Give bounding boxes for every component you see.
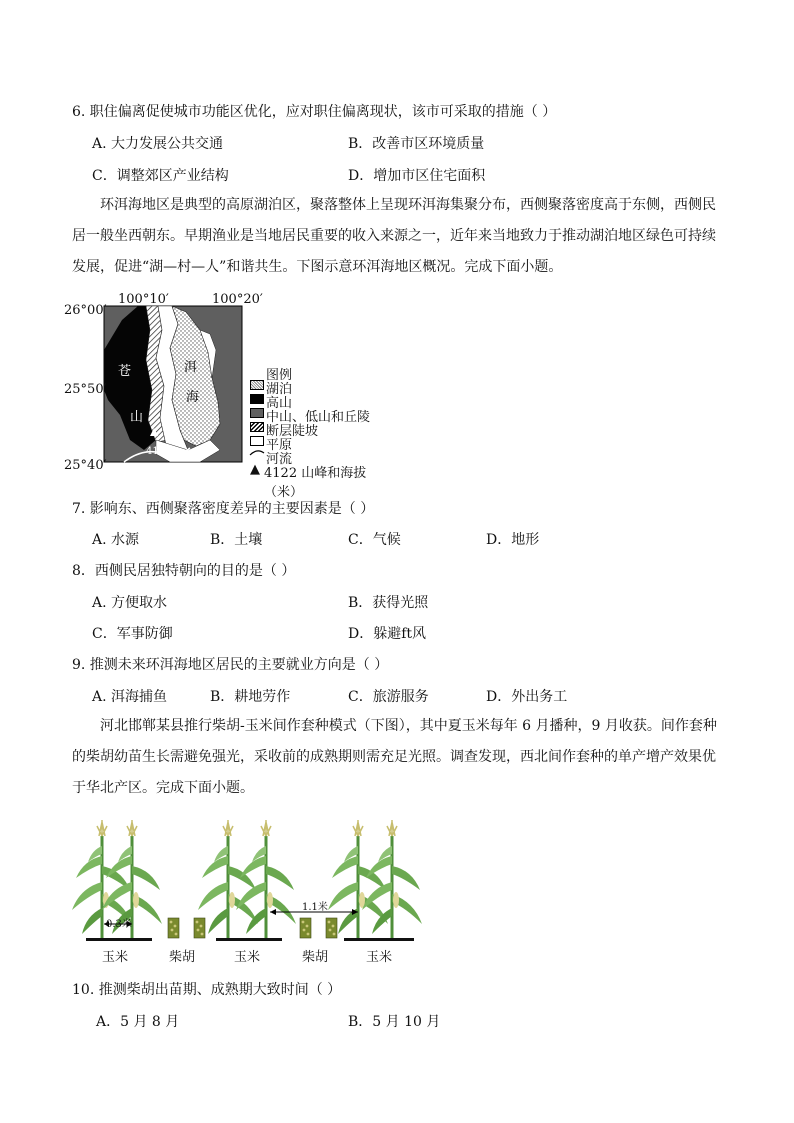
lon-label-1: 100°10′	[118, 292, 169, 307]
bupleurum-plant-3	[300, 918, 311, 938]
q8-option-d[interactable]: D．躲避ft风	[348, 626, 427, 642]
legend-lake: 湖泊	[266, 382, 293, 397]
legend-swatch-hills	[250, 408, 264, 418]
ground-bar-2	[216, 938, 282, 941]
peak-triangle-icon: ▲	[250, 462, 260, 477]
question-10-stem: 10. 推测柴胡出苗期、成熟期大致时间（ ）	[72, 982, 342, 998]
distance-small-label: 0.3米	[106, 919, 132, 930]
lon-label-2: 100°20′	[212, 292, 263, 307]
erhai-map	[60, 290, 390, 480]
q9-option-b[interactable]: B．耕地劳作	[210, 689, 291, 705]
legend-high-mountain: 高山	[266, 396, 293, 411]
q7-option-b[interactable]: B．土壤	[210, 532, 263, 548]
q7-option-d[interactable]: D．地形	[486, 532, 540, 548]
passage-bupleurum-corn: 河北邯郸某县推行柴胡-玉米间作套种模式（下图），其中夏玉米每年 6 月播种，9 月收获。间作套种的柴胡幼苗生长需避免强光，采收前的成熟期则需充足光照。调查发现，西北间作套种的单产增产效果优于华北产区。完成下面小题。	[72, 718, 717, 796]
legend-hills: 中山、低山和丘陵	[266, 410, 371, 425]
q9-option-a[interactable]: A. 洱海捕鱼	[92, 689, 168, 705]
legend-swatch-plain	[250, 436, 264, 446]
q6-option-b[interactable]: B．改善市区环境质量	[348, 136, 485, 152]
q9-option-d[interactable]: D．外出务工	[486, 689, 568, 705]
q6-option-d[interactable]: D．增加市区住宅面积	[348, 168, 486, 184]
q9-option-c[interactable]: C．旅游服务	[348, 689, 429, 705]
intercropping-figure	[66, 812, 446, 964]
q10-option-b[interactable]: B．5 月 10 月	[348, 1014, 441, 1030]
q8-option-c[interactable]: C．军事防御	[92, 626, 173, 642]
passage-erhai: 环洱海地区是典型的高原湖泊区，聚落整体上呈现环洱海集聚分布，西侧聚落密度高于东侧，西侧民居一般坐西朝东。早期渔业是当地居民重要的收入来源之一，近年来当地致力于推动湖泊地区绿色可持续发展，促进“湖—村—人”和谐共生。下图示意环洱海地区概况。完成下面小题。	[72, 197, 716, 275]
q6-option-c[interactable]: C．调整郊区产业结构	[92, 168, 229, 184]
q8-option-b[interactable]: B．获得光照	[348, 595, 429, 611]
crop-label-bupleurum-1: 柴胡	[169, 950, 196, 965]
question-7-stem: 7. 影响东、西侧聚落密度差异的主要因素是（ ）	[72, 501, 375, 517]
place-hai: 海	[186, 390, 200, 405]
crop-label-corn-1: 玉米	[102, 950, 129, 965]
distance-large-label: 1.1米	[302, 902, 328, 913]
q6-option-a[interactable]: A. 大力发展公共交通	[92, 136, 224, 152]
q8-option-a[interactable]: A. 方便取水	[92, 595, 168, 611]
place-er: 洱	[184, 360, 198, 375]
q10-option-a[interactable]: A．5 月 8 月	[96, 1014, 180, 1030]
ground-bar-3	[344, 938, 414, 941]
bupleurum-plant-2	[194, 918, 205, 938]
legend-river-icon	[249, 448, 265, 458]
corn-plant-3	[198, 820, 258, 940]
legend-plain: 平原	[266, 438, 293, 453]
lat-label-1: 26°00′	[64, 303, 107, 318]
legend-swatch-lake	[250, 380, 264, 390]
peak-label: 4122	[146, 446, 172, 457]
ground-bar-1	[86, 938, 152, 941]
legend-peak: 4122 山峰和海拔（米）	[264, 466, 367, 500]
erhai-map-figure	[60, 290, 390, 500]
bupleurum-plant-4	[326, 918, 337, 938]
crop-label-bupleurum-2: 柴胡	[302, 950, 329, 965]
q7-option-c[interactable]: C．气候	[348, 532, 401, 548]
intercropping-diagram	[66, 812, 446, 964]
crop-label-corn-2: 玉米	[234, 950, 261, 965]
legend-swatch-high-mountain	[250, 394, 264, 404]
bupleurum-plant-1	[168, 918, 179, 938]
question-8-stem: 8．西侧民居独特朝向的目的是（ ）	[72, 563, 296, 579]
crop-label-corn-3: 玉米	[366, 950, 393, 965]
legend-river: 河流	[266, 452, 293, 467]
legend-swatch-fault	[250, 422, 264, 432]
legend-title: 图例	[266, 368, 293, 383]
question-6-stem: 6. 职住偏离促使城市功能区优化，应对职住偏离现状，该市可采取的措施（ ）	[72, 104, 557, 120]
place-cang: 苍	[118, 364, 132, 379]
lat-label-2: 25°50′	[64, 382, 107, 397]
question-9-stem: 9. 推测未来环洱海地区居民的主要就业方向是（ ）	[72, 657, 389, 673]
place-shan: 山	[130, 410, 144, 425]
legend-fault: 断层陡坡	[266, 424, 319, 439]
q7-option-a[interactable]: A. 水源	[92, 532, 140, 548]
lat-label-3: 25°40′	[64, 458, 107, 473]
